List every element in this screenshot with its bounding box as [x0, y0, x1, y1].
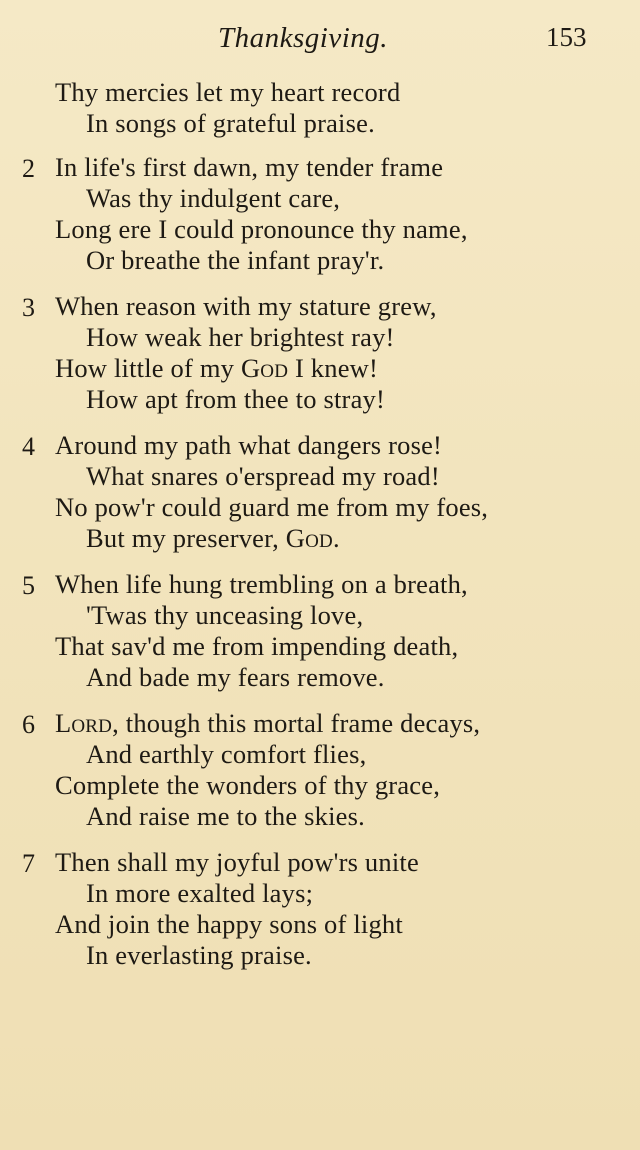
verse-line: How little of my God I knew!	[55, 353, 379, 383]
verse-7	[0, 847, 640, 971]
verse-line: And join the happy sons of light	[55, 909, 403, 939]
verse-4	[0, 430, 640, 554]
divine-name: Lord	[55, 708, 113, 738]
verse-line: Complete the wonders of thy grace,	[55, 770, 441, 800]
verse-number: 7	[22, 849, 35, 878]
verse-line: Around my path what dangers rose!	[55, 430, 443, 460]
verse-line: But my preserver, God.	[86, 523, 340, 553]
verse-3	[0, 291, 640, 415]
verse-line: How apt from thee to stray!	[86, 384, 386, 414]
verse-line: In life's first dawn, my tender frame	[55, 152, 444, 182]
verse-line: In more exalted lays;	[86, 878, 314, 908]
verse-number: 4	[22, 432, 35, 461]
verse-1-continued	[0, 77, 640, 139]
verse-line: When life hung trembling on a breath,	[55, 569, 468, 599]
verse-line: And raise me to the skies.	[86, 801, 365, 831]
verse-line: No pow'r could guard me from my foes,	[55, 492, 489, 522]
verse-line: That sav'd me from impending death,	[55, 631, 459, 661]
verse-number: 5	[22, 571, 35, 600]
verse-line: Thy mercies let my heart record	[55, 77, 401, 107]
verse-line: Or breathe the infant pray'r.	[86, 245, 385, 275]
verse-line: 'Twas thy unceasing love,	[86, 600, 364, 630]
verse-line: And bade my fears remove.	[86, 662, 385, 692]
divine-name: God	[285, 523, 333, 553]
page-number: 153	[546, 22, 587, 52]
verse-line: In everlasting praise.	[86, 940, 312, 970]
verse-line: Was thy indulgent care,	[86, 183, 341, 213]
verse-number: 6	[22, 710, 35, 739]
verse-line: And earthly comfort flies,	[86, 739, 367, 769]
hymn-text	[0, 77, 640, 986]
divine-name: God	[240, 353, 289, 383]
running-title: Thanksgiving.	[218, 22, 389, 54]
verse-line: How weak her brightest ray!	[86, 322, 395, 352]
verse-line: Long ere I could pronounce thy name,	[55, 214, 468, 244]
verse-line: Then shall my joyful pow'rs unite	[55, 847, 419, 877]
verse-line: Lord, though this mortal frame decays,	[55, 708, 481, 738]
verse-number: 3	[22, 293, 35, 322]
verse-6	[0, 708, 640, 832]
verse-line: In songs of grateful praise.	[86, 108, 375, 138]
verse-number: 2	[22, 154, 35, 183]
verse-5	[0, 569, 640, 693]
verse-line: What snares o'erspread my road!	[86, 461, 440, 491]
verse-2	[0, 152, 640, 276]
verse-line: When reason with my stature grew,	[55, 291, 437, 321]
running-head	[0, 22, 640, 62]
